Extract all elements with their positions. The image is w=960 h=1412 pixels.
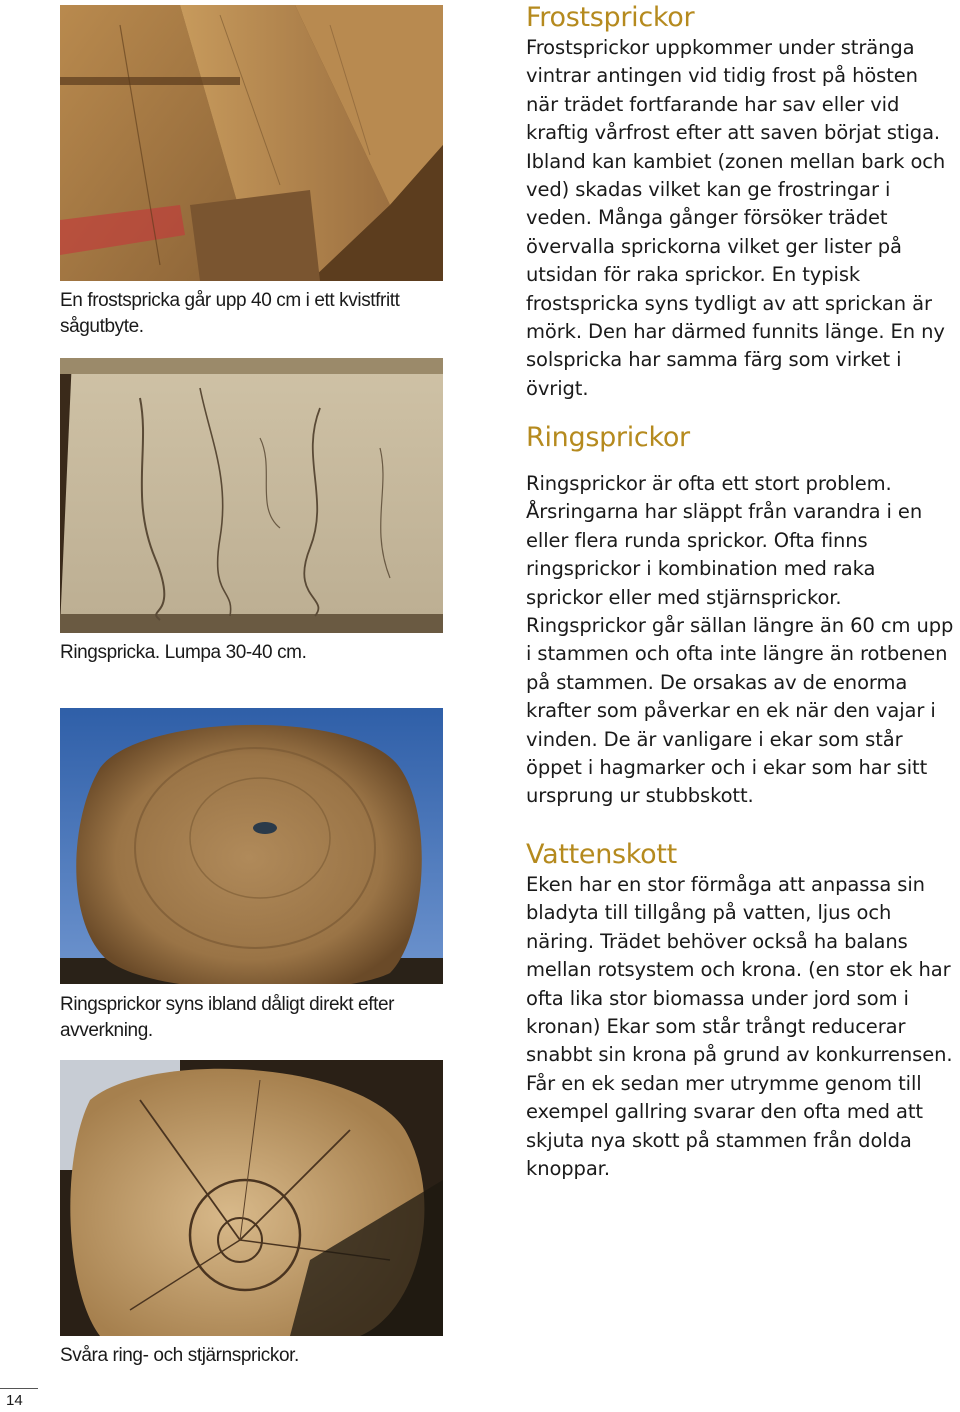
paragraph-vattenskott: Eken har en stor förmåga att anpassa sin bladyta till tillgång på vatten, ljus och näring. Trädet behöver också ha balans mellan rotsystem och krona. (en stor ek har ofta lika stor biomassa under jord som i kronan) Ekar som står trångt reducerar snabbt sin krona på grund av konkurrensen. Får en ek sedan mer utrymme genom till exempel gallring svarar den ofta med att skjuta nya skott på stammen från dolda knoppar. bbox=[526, 873, 953, 1181]
photo-frost-crack-planks bbox=[60, 5, 443, 281]
caption-ring-crack: Ringspricka. Lumpa 30-40 cm. bbox=[60, 642, 307, 663]
photo-log-end-sky bbox=[60, 708, 443, 984]
footer-rule bbox=[0, 1388, 38, 1389]
caption-ring-star-cracks: Svåra ring- och stjärnsprickor. bbox=[60, 1345, 299, 1366]
paragraph-frostsprickor: Frostsprickor uppkommer under stränga vintrar antingen vid tidig frost på hösten när trädet fortfarande har sav eller vid kraftig vårfrost efter att saven börjat stiga. Ibland kan kambiet (zonen mellan bark och ved) skadas vilket kan ge frostringar i veden. Många gånger försöker trädet övervalla sprickorna vilket ger lister på utsidan för raka sprickor. En typisk frostspricka syns tydligt av att sprickan är mörk. Den har därmed funnits länge. En ny solspricka har samma färg som virket i övrigt. bbox=[526, 36, 946, 400]
caption-ring-cracks-visible: Ringsprickor syns ibland dåligt direkt efter avverkning. bbox=[60, 994, 395, 1041]
section-ringsprickor bbox=[526, 422, 956, 811]
page-number: 14 bbox=[6, 1392, 23, 1409]
photo-ring-crack-board bbox=[60, 358, 443, 633]
heading-vattenskott: Vattenskott bbox=[526, 839, 677, 870]
heading-ringsprickor: Ringsprickor bbox=[526, 422, 690, 453]
caption-frost-crack: En frostspricka går upp 40 cm i ett kvistfritt sågutbyte. bbox=[60, 290, 400, 337]
section-vattenskott bbox=[526, 839, 956, 1183]
heading-frostsprickor: Frostsprickor bbox=[526, 2, 695, 33]
section-frostsprickor bbox=[526, 2, 956, 403]
paragraph-ringsprickor: Ringsprickor är ofta ett stort problem. Årsringarna har släppt från varandra i en eller flera runda sprickor. Ofta finns ringsprickor i kombination med raka sprickor eller med stjärnsprickor. Ringsprickor går sällan längre än 60 cm upp i stammen och ofta inte längre än rotbenen på stammen. De orsakas av de enorma krafter som påverkar en ek när den vajar i vinden. De är vanligare i ekar som står öppet i hagmarker och i ekar som har sitt ursprung ur stubbskott. bbox=[526, 472, 954, 808]
photo-ring-star-cracks bbox=[60, 1060, 443, 1336]
